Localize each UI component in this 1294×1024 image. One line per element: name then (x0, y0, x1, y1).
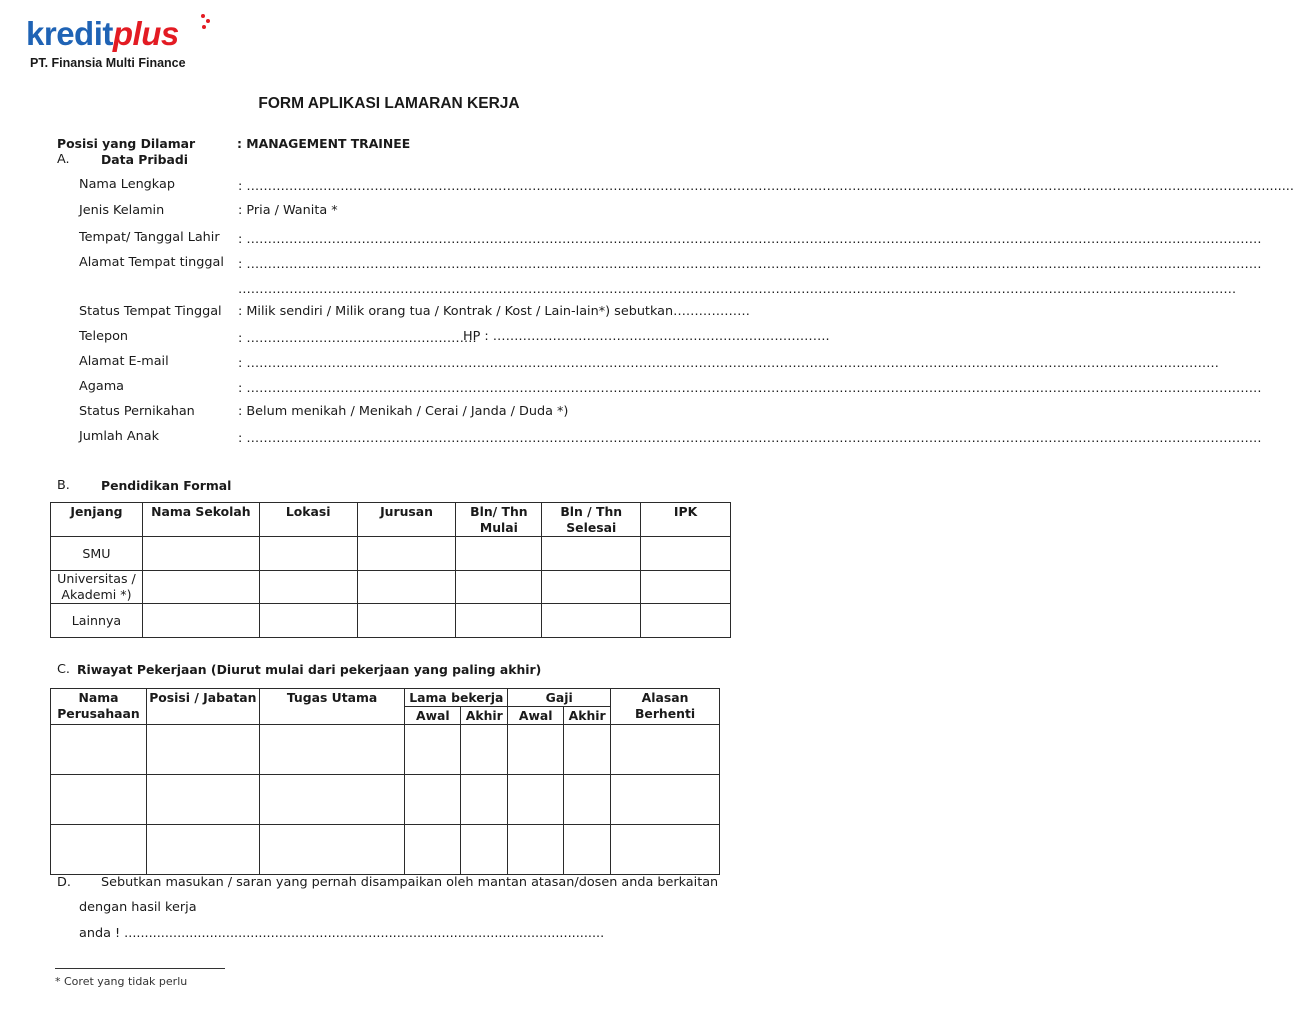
field-residence[interactable]: : Milik sendiri / Milik orang tua / Kontrak / Kost / Lain-lain*) sebutkan……………… (238, 304, 750, 319)
education-header-row (51, 503, 731, 537)
table-cell[interactable] (611, 725, 720, 775)
col-header-major: Jurusan (357, 503, 456, 537)
field-label-gender: Jenis Kelamin (79, 203, 165, 218)
work-header-row (51, 689, 720, 707)
table-cell[interactable] (508, 725, 564, 775)
section-a-letter: A. (57, 152, 70, 167)
table-cell[interactable] (357, 604, 456, 638)
col-header-length: Lama bekerja (405, 689, 508, 707)
field-label-address: Alamat Tempat tinggal (79, 255, 224, 270)
field-label-residence: Status Tempat Tinggal (79, 304, 222, 319)
table-cell[interactable] (259, 775, 405, 825)
table-cell[interactable] (456, 604, 542, 638)
logo-text-kredit: kredit (26, 15, 113, 52)
field-religion[interactable]: : …………………………………………………………………………………………………………………………………………………………………………………………………………………. (238, 381, 1262, 396)
table-cell[interactable] (142, 604, 259, 638)
table-cell[interactable] (456, 571, 542, 604)
field-label-full-name: Nama Lengkap (79, 177, 175, 192)
logo-dots-icon (199, 13, 213, 37)
col-header-position: Posisi / Jabatan (146, 689, 259, 725)
field-phone[interactable]: : ……………………………………………… (238, 331, 477, 346)
table-row (51, 537, 731, 571)
col-header-start: Bln/ Thn Mulai (456, 503, 542, 537)
row-label-university: Universitas / Akademi *) (51, 571, 143, 604)
table-cell[interactable] (405, 825, 461, 875)
position-label: Posisi yang Dilamar (57, 136, 196, 151)
row-label-other: Lainnya (51, 604, 143, 638)
col-header-location: Lokasi (259, 503, 357, 537)
col-header-salary-start: Awal (508, 707, 564, 725)
table-cell[interactable] (259, 537, 357, 571)
field-address-line2[interactable]: ……………………………………………………………………………………………………………………………………………………………………………………………………………… (238, 282, 1237, 297)
col-header-school: Nama Sekolah (142, 503, 259, 537)
table-cell[interactable] (259, 604, 357, 638)
table-cell[interactable] (51, 775, 147, 825)
field-children[interactable]: : …………………………………………………………………………………………………………………………………………………………………………………………………………………. (238, 431, 1262, 446)
table-cell[interactable] (142, 537, 259, 571)
row-label-smu: SMU (51, 537, 143, 571)
field-full-name[interactable]: : …………………………………………………………………………………………………………………………………………………………………………………………………………………......... (238, 179, 1294, 194)
table-cell[interactable] (542, 537, 641, 571)
field-label-email: Alamat E-mail (79, 354, 169, 369)
table-cell[interactable] (508, 775, 564, 825)
footnote-divider (55, 968, 225, 969)
table-cell[interactable] (542, 571, 641, 604)
table-cell[interactable] (146, 725, 259, 775)
table-cell[interactable] (611, 825, 720, 875)
table-row (51, 571, 731, 604)
table-cell[interactable] (564, 725, 611, 775)
table-cell[interactable] (641, 571, 731, 604)
field-label-birth: Tempat/ Tanggal Lahir (79, 230, 220, 245)
logo-text-plus: plus (112, 15, 179, 52)
field-label-religion: Agama (79, 379, 125, 394)
table-cell[interactable] (146, 825, 259, 875)
field-hp[interactable]: HP : ……………………………………………………………………. (463, 329, 830, 344)
field-address[interactable]: : …………………………………………………………………………………………………………………………………………………………………………………………………………………. (238, 257, 1262, 272)
table-cell[interactable] (259, 571, 357, 604)
section-a-title: Data Pribadi (101, 152, 189, 167)
table-cell[interactable] (142, 571, 259, 604)
table-row (51, 775, 720, 825)
col-header-salary-end: Akhir (564, 707, 611, 725)
table-cell[interactable] (461, 775, 508, 825)
table-cell[interactable] (259, 825, 405, 875)
field-birth[interactable]: : …………………………………………………………………………………………………………………………………………………………………………………………………………………. (238, 232, 1262, 247)
table-cell[interactable] (461, 825, 508, 875)
field-marital[interactable]: : Belum menikah / Menikah / Cerai / Janda / Duda *) (238, 404, 569, 419)
table-cell[interactable] (259, 725, 405, 775)
form-title: FORM APLIKASI LAMARAN KERJA (258, 95, 520, 112)
col-header-length-start: Awal (405, 707, 461, 725)
col-header-salary: Gaji (508, 689, 611, 707)
table-cell[interactable] (357, 537, 456, 571)
table-cell[interactable] (564, 825, 611, 875)
table-cell[interactable] (564, 775, 611, 825)
section-b-title: Pendidikan Formal (101, 478, 232, 493)
col-header-level: Jenjang (51, 503, 143, 537)
work-history-table (50, 688, 720, 875)
field-email[interactable]: : ………………………………………………………………………………………………………………………………………………………………………………………………………… (238, 356, 1219, 371)
table-cell[interactable] (146, 775, 259, 825)
col-header-reason: Alasan Berhenti (611, 689, 720, 725)
section-c-letter: C. (57, 662, 71, 677)
table-cell[interactable] (508, 825, 564, 875)
field-label-marital: Status Pernikahan (79, 404, 195, 419)
section-d-line2: dengan hasil kerja (79, 900, 197, 915)
table-cell[interactable] (357, 571, 456, 604)
table-cell[interactable] (405, 725, 461, 775)
field-label-phone: Telepon (79, 329, 129, 344)
table-cell[interactable] (51, 825, 147, 875)
footnote: * Coret yang tidak perlu (55, 975, 188, 988)
col-header-gpa: IPK (641, 503, 731, 537)
col-header-duty: Tugas Utama (259, 689, 405, 725)
kreditplus-logo (26, 14, 179, 54)
table-cell[interactable] (611, 775, 720, 825)
table-cell[interactable] (641, 604, 731, 638)
table-cell[interactable] (405, 775, 461, 825)
company-name: PT. Finansia Multi Finance (30, 56, 186, 70)
section-c-title: Riwayat Pekerjaan (Diurut mulai dari pekerjaan yang paling akhir) (77, 662, 542, 677)
col-header-length-end: Akhir (461, 707, 508, 725)
section-d-letter: D. (57, 875, 71, 890)
section-b-letter: B. (57, 478, 70, 493)
table-row (51, 725, 720, 775)
table-row (51, 604, 731, 638)
col-header-end: Bln / Thn Selesai (542, 503, 641, 537)
section-d-line1: Sebutkan masukan / saran yang pernah disampaikan oleh mantan atasan/dosen anda berkaitan (101, 875, 719, 890)
table-cell[interactable] (456, 537, 542, 571)
section-d-answer-field[interactable]: anda ! ...................................................................................................................... (79, 926, 605, 941)
table-cell[interactable] (51, 725, 147, 775)
field-label-children: Jumlah Anak (79, 429, 160, 444)
table-cell[interactable] (461, 725, 508, 775)
field-gender[interactable]: : Pria / Wanita * (238, 203, 338, 218)
col-header-company: Nama Perusahaan (51, 689, 147, 725)
table-row (51, 825, 720, 875)
position-value: : MANAGEMENT TRAINEE (237, 136, 411, 151)
table-cell[interactable] (641, 537, 731, 571)
table-cell[interactable] (542, 604, 641, 638)
education-table (50, 502, 731, 638)
